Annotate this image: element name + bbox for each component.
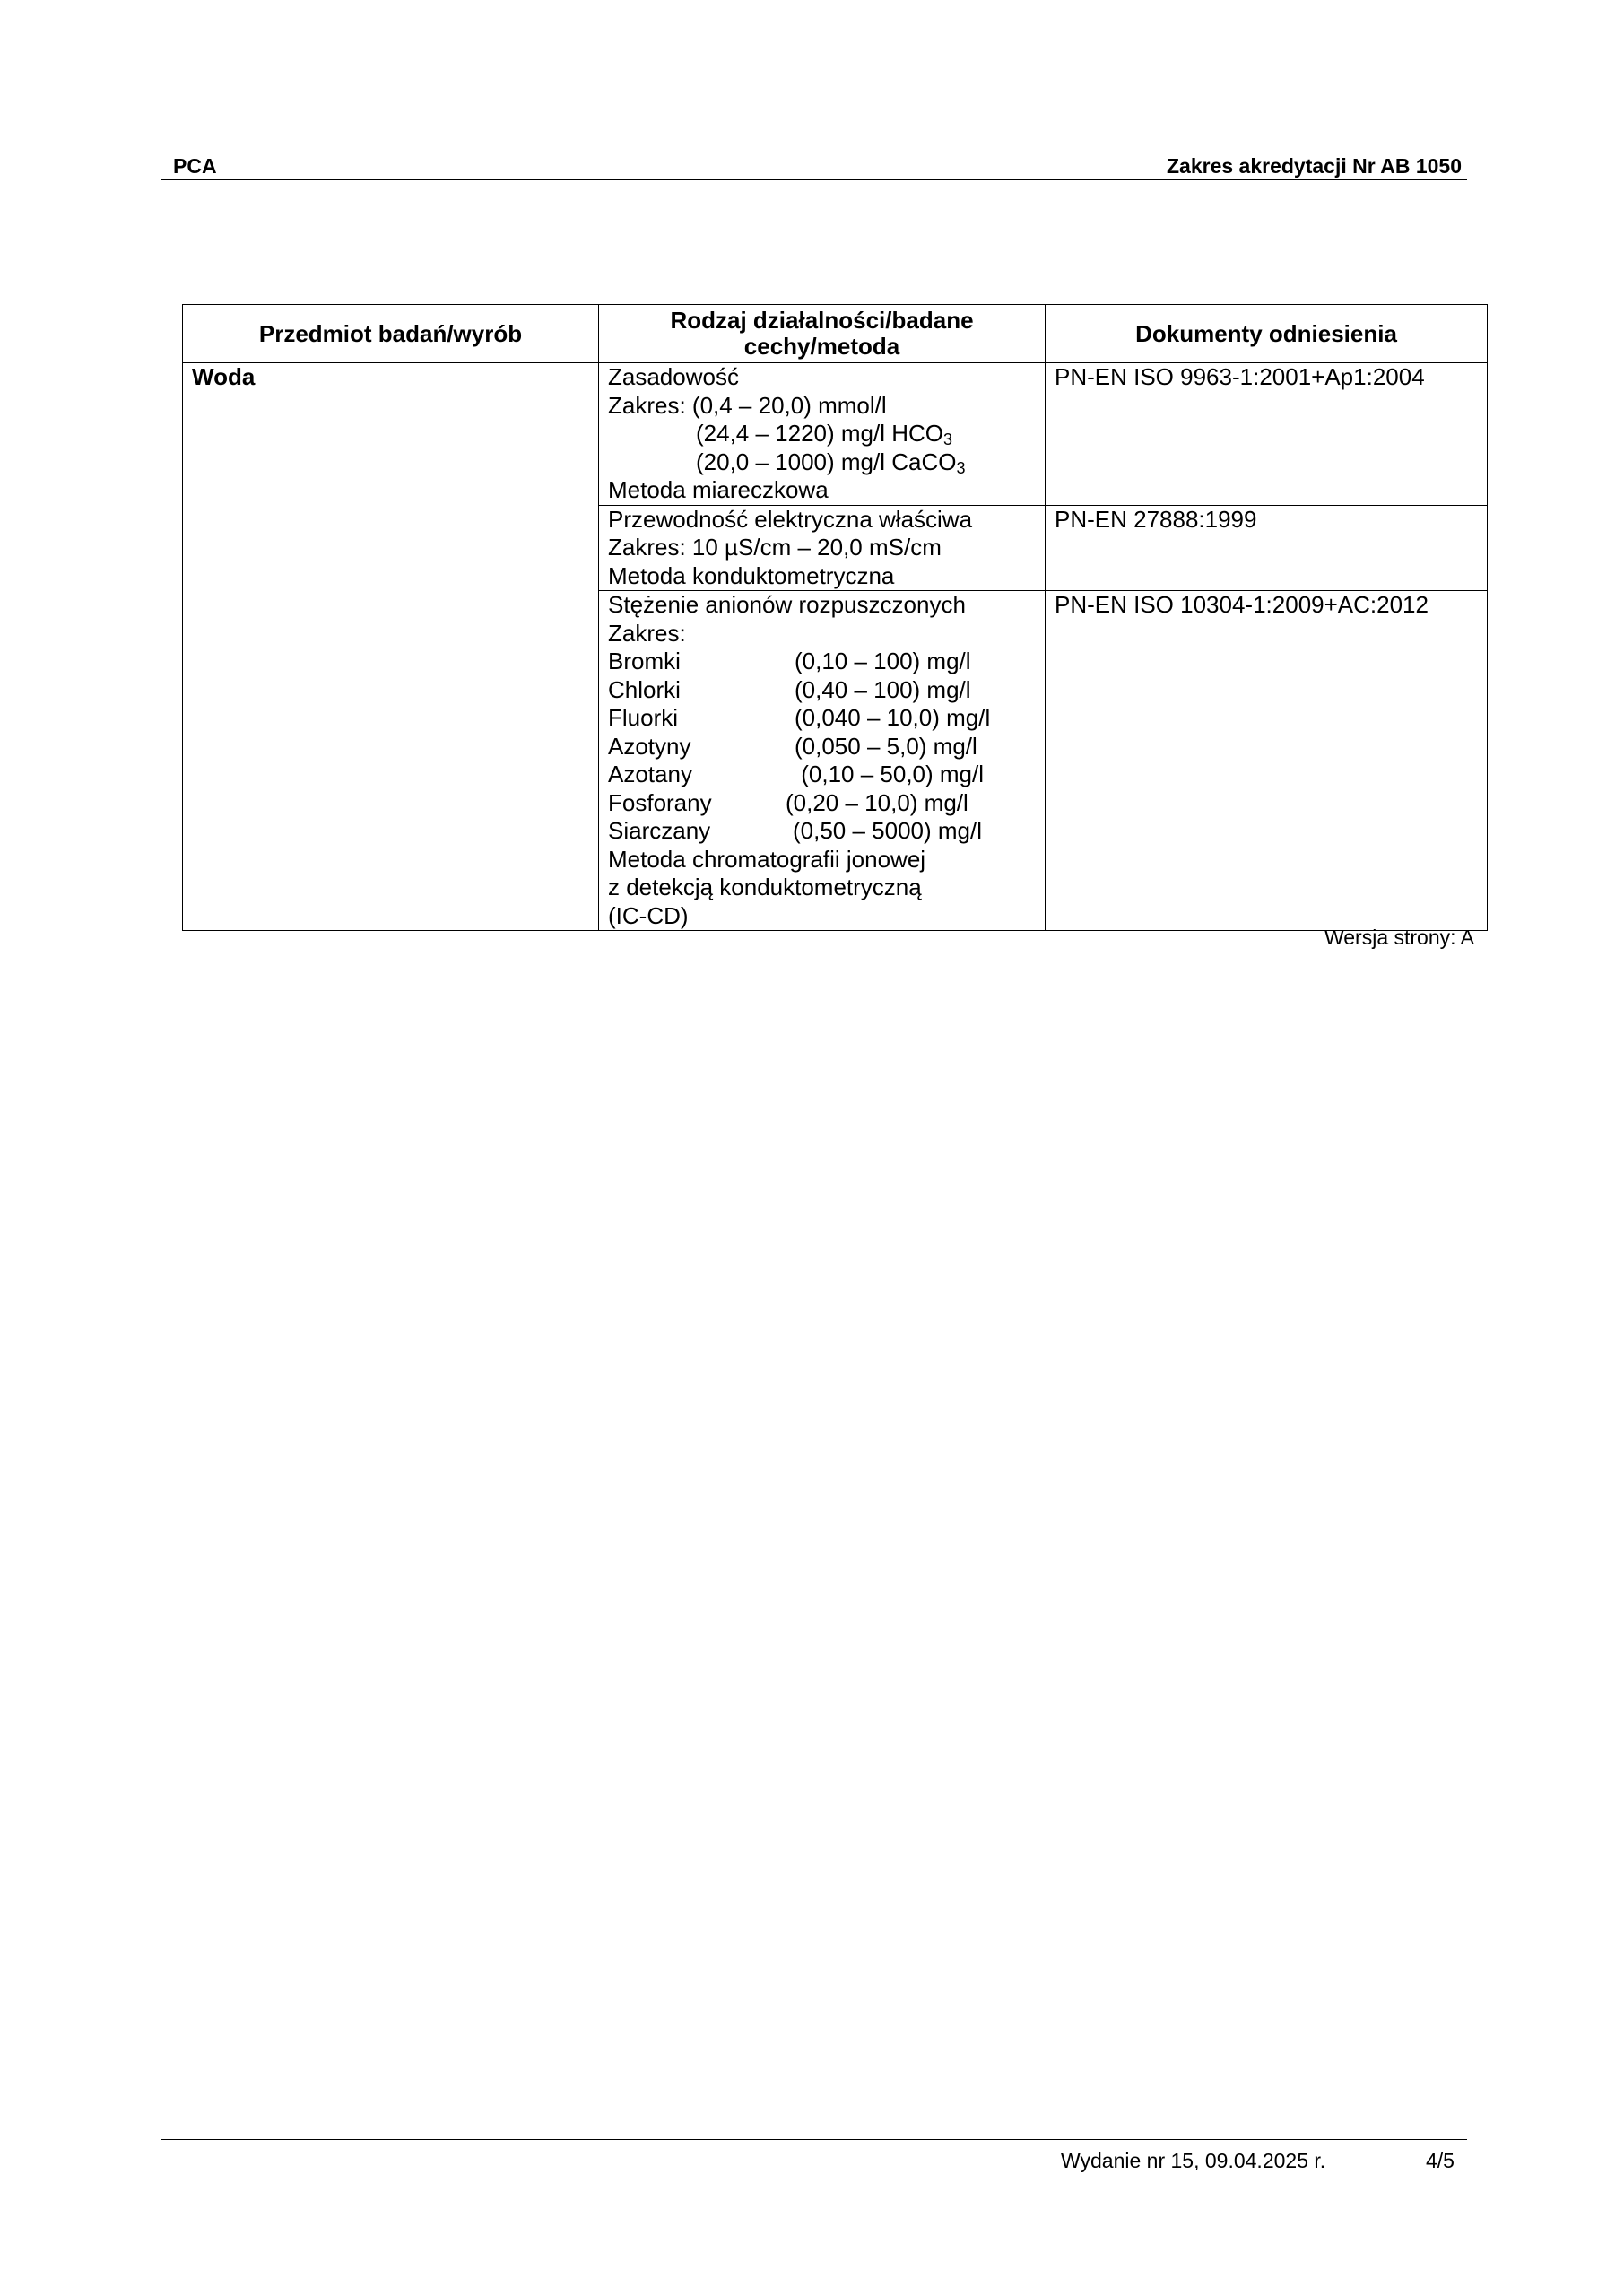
- column-header-activity: Rodzaj działalności/badane cechy/metoda: [599, 305, 1046, 363]
- activity-method: Metoda chromatografii jonowej: [608, 845, 926, 873]
- table-header-row: [183, 305, 1488, 363]
- activity-method: z detekcją konduktometryczną: [608, 874, 922, 900]
- analyte-row: Siarczany (0,50 – 5000) mg/l: [608, 817, 983, 844]
- activity-range: Zakres: (0,4 – 20,0) mmol/l: [608, 391, 887, 419]
- activity-cell-alkalinity: [599, 363, 1046, 506]
- activity-title: Stężenie anionów rozpuszczonych: [608, 591, 966, 618]
- analyte-row: Fluorki (0,040 – 10,0) mg/l: [608, 704, 991, 731]
- page-version-note: Wersja strony: A: [1324, 926, 1474, 949]
- activity-title: Zasadowość: [608, 363, 739, 390]
- activity-range-label: Zakres:: [608, 619, 686, 647]
- footer-page-number: 4/5: [1426, 2149, 1455, 2172]
- table-row: [183, 363, 1488, 506]
- subject-cell: Woda: [183, 363, 599, 931]
- document-cell: PN-EN ISO 9963-1:2001+Ap1:2004: [1046, 363, 1488, 506]
- activity-range: Zakres: 10 µS/cm – 20,0 mS/cm: [608, 534, 942, 561]
- footer-divider: [161, 2139, 1467, 2140]
- document-cell: PN-EN ISO 10304-1:2009+AC:2012: [1046, 591, 1488, 931]
- analyte-row: Azotany (0,10 – 50,0) mg/l: [608, 761, 984, 787]
- document-cell: PN-EN 27888:1999: [1046, 505, 1488, 591]
- activity-range-caco3: (20,0 – 1000) mg/l CaCO$_3$: [696, 448, 966, 477]
- analyte-row: Bromki (0,10 – 100) mg/l: [608, 648, 971, 674]
- header-title: Zakres akredytacji Nr AB 1050: [1166, 154, 1462, 178]
- activity-title: Przewodność elektryczna właściwa: [608, 505, 973, 533]
- activity-range-hco3: (24,4 – 1220) mg/l $HCO_3$: [696, 420, 953, 448]
- column-header-subject: Przedmiot badań/wyrób: [183, 305, 599, 363]
- page-header: [161, 152, 1467, 180]
- analyte-row: Azotyny (0,050 – 5,0) mg/l: [608, 732, 977, 760]
- footer-edition: Wydanie nr 15, 09.04.2025 r.: [1061, 2149, 1326, 2172]
- header-org: PCA: [173, 154, 217, 178]
- column-header-documents: Dokumenty odniesienia: [1046, 305, 1488, 363]
- analyte-row: Chlorki (0,40 – 100) mg/l: [608, 675, 971, 703]
- accreditation-scope-table: [182, 304, 1488, 931]
- activity-cell-anions: [599, 591, 1046, 931]
- analyte-row: Fosforany (0,20 – 10,0) mg/l: [608, 788, 968, 816]
- activity-method: (IC-CD): [608, 901, 689, 929]
- activity-cell-conductivity: [599, 505, 1046, 591]
- activity-method: Metoda miareczkowa: [608, 476, 829, 503]
- activity-method: Metoda konduktometryczna: [608, 561, 895, 589]
